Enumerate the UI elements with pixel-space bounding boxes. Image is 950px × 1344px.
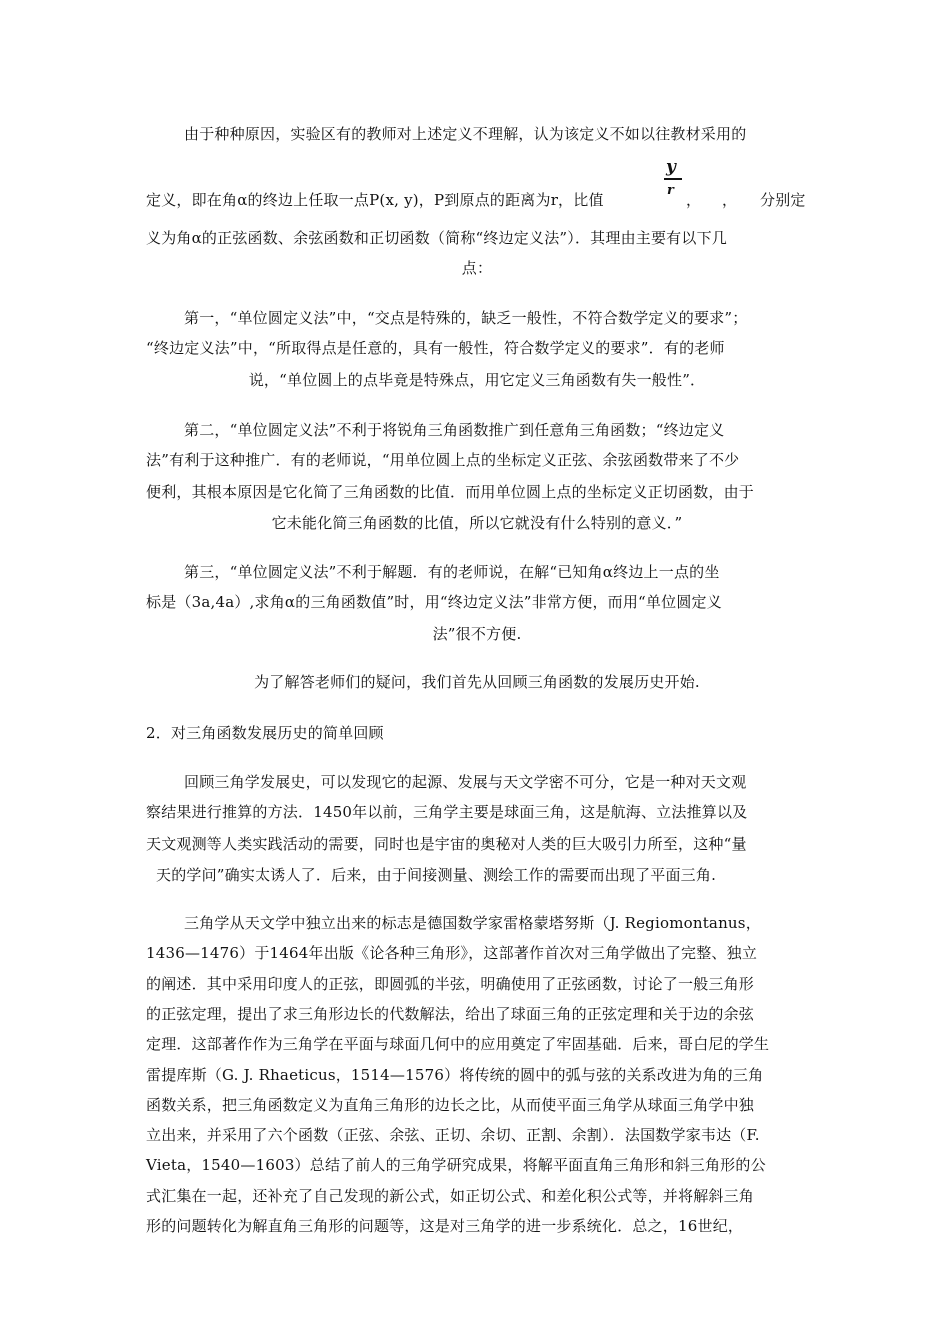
paragraph-2-line-3: 说，“单位圆上的点毕竟是特殊点，用它定义三角函数有失一般性”． [248, 371, 706, 389]
paragraph-1-line-1: 由于种种原因，实验区有的教师对上述定义不理解，认为该定义不如以往教材采用的 [184, 125, 747, 143]
paragraph-7-line-10: 式汇集在一起，还补充了自己发现的新公式，如正切公式、和差化积公式等，并将解斜三角 [146, 1187, 755, 1205]
fraction-bar [664, 178, 682, 180]
paragraph-6-line-4: 天的学问”确实太诱人了．后来，由于间接测量、测绘工作的需要而出现了平面三角. [156, 866, 717, 884]
paragraph-7-line-9: Vieta，1540—1603）总结了前人的三角学研究成果，将解平面直角三角形和斜三角形的公 [146, 1156, 766, 1174]
paragraph-1-line-4: 点： [461, 259, 493, 277]
paragraph-7-line-5: 定理．这部著作作为三角学在平面与球面几何中的应用奠定了牢固基础．后来，哥白尼的学生 [146, 1035, 770, 1053]
paragraph-3-line-3: 便利，其根本原因是它化简了三角函数的比值．而用单位圆上点的坐标定义正切函数，由于 [146, 483, 755, 501]
paragraph-7-line-6: 雷提库斯（G. J. Rhaeticus，1514—1576）将传统的圆中的弧与弦的关系改进为角的三角 [146, 1066, 764, 1084]
paragraph-6-line-3: 天文观测等人类实践活动的需要，同时也是宇宙的奥秘对人类的巨大吸引力所至，这种“量 [146, 835, 747, 853]
paragraph-3-line-4: 它未能化简三角函数的比值，所以它就没有什么特别的意义．” [271, 514, 683, 532]
paragraph-7-line-4: 的正弦定理，提出了求三角形边长的代数解法，给出了球面三角的正弦定理和关于边的余弦 [146, 1005, 755, 1023]
paragraph-7-line-1: 三角学从天文学中独立出来的标志是德国数学家雷格蒙塔努斯（J. Regiomontanus， [184, 914, 761, 932]
fraction-denominator: r [667, 183, 674, 198]
paragraph-6-line-1: 回顾三角学发展史，可以发现它的起源、发展与天文学密不可分，它是一种对天文观 [184, 773, 747, 791]
paragraph-2-line-1: 第一，“单位圆定义法”中，“交点是特殊的，缺乏一般性，不符合数学定义的要求”； [184, 309, 748, 327]
paragraph-6-line-2: 察结果进行推算的方法．1450年以前，三角学主要是球面三角，这是航海、立法推算以及 [146, 803, 748, 821]
paragraph-3-line-2: 法”有利于这种推广．有的老师说，“用单位圆上点的坐标定义正弦、余弦函数带来了不少 [146, 451, 740, 469]
fraction-numerator: y [666, 157, 676, 177]
paragraph-1-line-3: 义为角α的正弦函数、余弦函数和正切函数（简称“终边定义法”）．其理由主要有以下几 [146, 229, 727, 247]
paragraph-7-line-11: 形的问题转化为解直角三角形的问题等，这是对三角学的进一步系统化．总之，16世纪， [146, 1217, 744, 1235]
paragraph-5-line-1: 为了解答老师们的疑问，我们首先从回顾三角函数的发展历史开始. [254, 673, 700, 691]
paragraph-4-line-3: 法”很不方便. [432, 625, 522, 643]
paragraph-7-line-8: 立出来，并采用了六个函数（正弦、余弦、正切、余切、正割、余割）．法国数学家韦达（F. [146, 1126, 760, 1144]
section-heading: 2．对三角函数发展历史的简单回顾 [146, 724, 384, 742]
paragraph-1-line-2-right: 分别定 [760, 191, 806, 209]
paragraph-1-line-2-left: 定义，即在角α的终边上任取一点P(x, y)，P到原点的距离为r，比值 [146, 191, 604, 209]
paragraph-3-line-1: 第二，“单位圆定义法”不利于将锐角三角函数推广到任意角三角函数；“终边定义 [184, 421, 725, 439]
paragraph-7-line-2: 1436—1476）于1464年出版《论各种三角形》，这部著作首次对三角学做出了完整、独立 [146, 944, 758, 962]
paragraph-7-line-7: 函数关系，把三角函数定义为直角三角形的边长之比，从而使平面三角学从球面三角学中独 [146, 1096, 755, 1114]
paragraph-1-comma-1: ， [686, 191, 702, 209]
paragraph-7-line-3: 的阐述．其中采用印度人的正弦，即圆弧的半弦，明确使用了正弦函数，讨论了一般三角形 [146, 975, 755, 993]
paragraph-1-comma-2: ， [722, 191, 738, 209]
paragraph-2-line-2: “终边定义法”中，“所取得点是任意的，具有一般性，符合数学定义的要求”．有的老师 [146, 339, 725, 357]
paragraph-4-line-1: 第三，“单位圆定义法”不利于解题．有的老师说，在解“已知角α终边上一点的坐 [184, 563, 720, 581]
paragraph-4-line-2: 标是（3a,4a）,求角α的三角函数值”时，用“终边定义法”非常方便，而用“单位圆定义 [146, 593, 722, 611]
